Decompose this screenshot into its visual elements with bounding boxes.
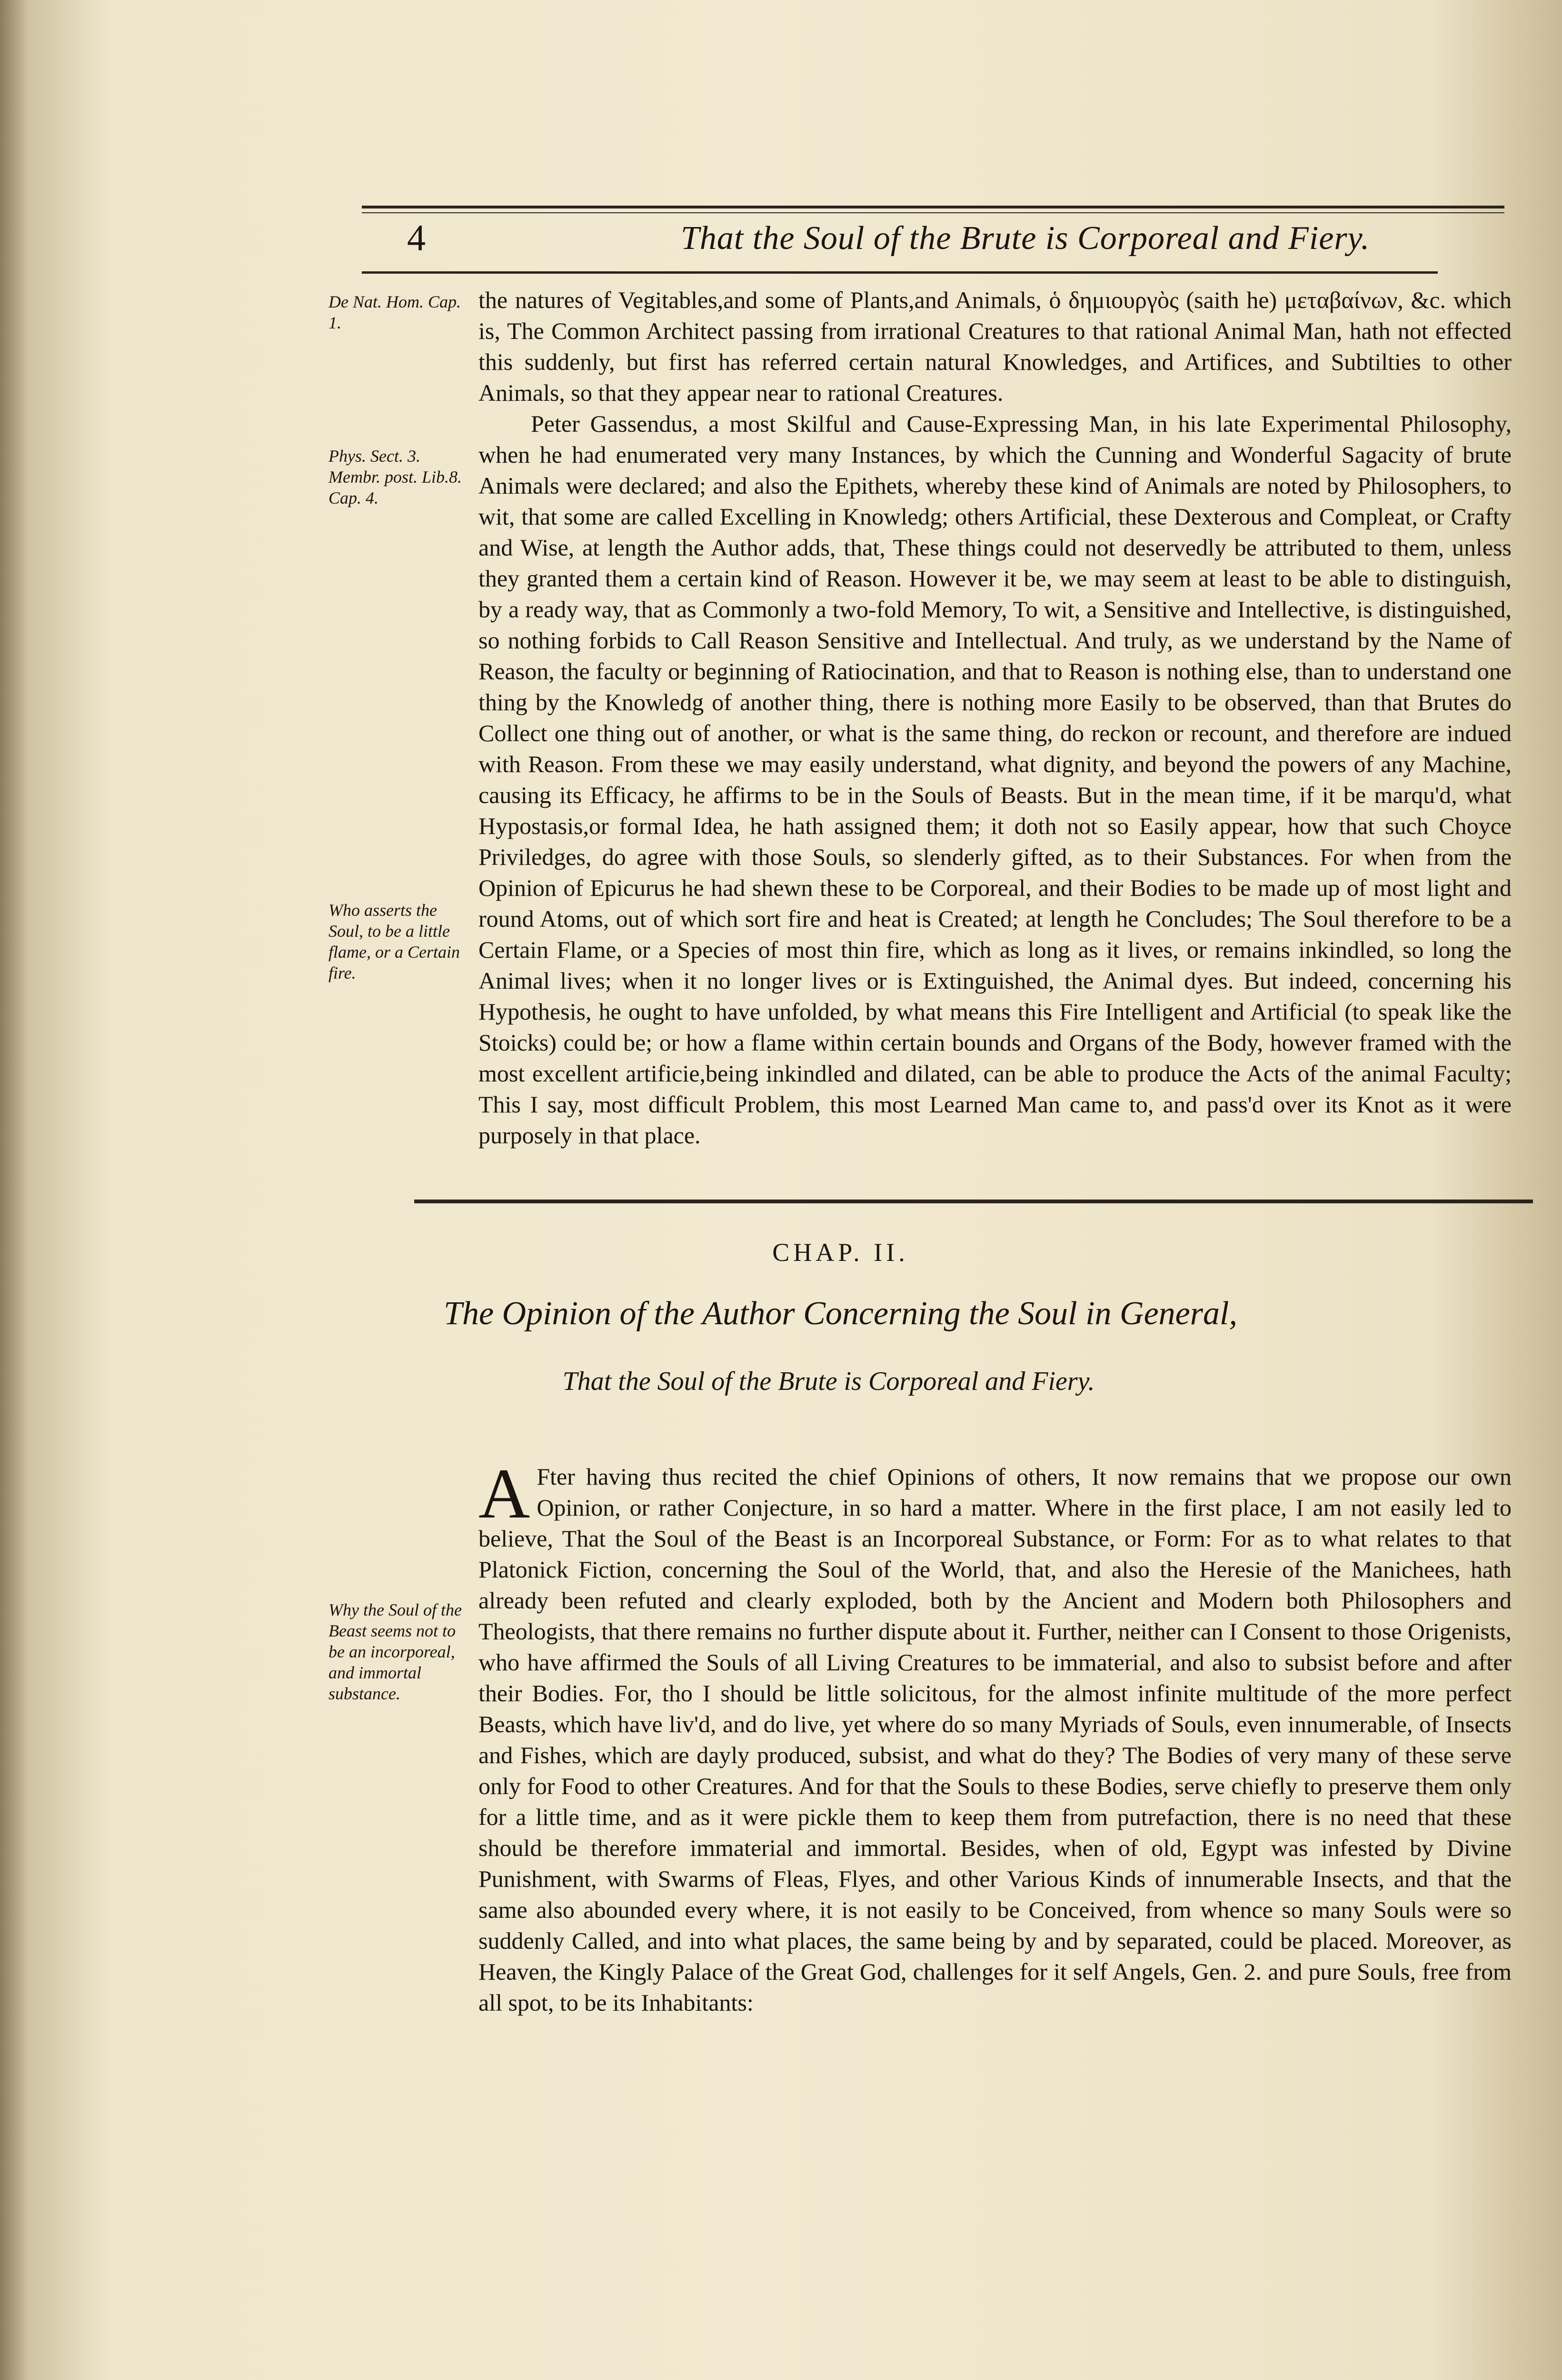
section-rule <box>414 1200 1533 1203</box>
running-head: That the Soul of the Brute is Corporeal and Fiery. <box>681 220 1370 257</box>
top-rule-thin <box>362 212 1504 213</box>
page-number: 4 <box>407 217 426 258</box>
paragraph: Peter Gassendus, a most Skilful and Cause-Expressing Man, in his late Experimental Philosophy, when he had enumerated very many Instances, by which the Cunning and Wonderful Sagacity of brute Animals were declared; and also the Epithets, whereby these kind of Animals are noted by Philosophers, to wit, that some are called Excelling in Knowledg; others Artificial, these Dexterous and Compleat, or Crafty and Wise, at length the Author adds, that, These things could not deservedly be attributed to them, unless they granted them a certain kind of Reason. However it be, we may seem at least to be able to distinguish, by a ready way, that as Commonly a two-fold Memory, To wit, a Sensitive and Intellective, is distinguished, so nothing forbids to Call Reason Sensitive and Intellectual. And truly, as we understand by the Name of Reason, the faculty or beginning of Ratiocination, and that to Reason is nothing else, than to understand one thing by the Knowledg of another thing, there is nothing more Easily to be observed, than that Brutes do Collect one thing out of another, or what is the same thing, do reckon or recount, and therefore are indued with Reason. From these we may easily understand, what dignity, and beyond the powers of any Machine, causing its Efficacy, he affirms to be in the Souls of Beasts. But in the mean time, if it be marqu'd, what Hypostasis,or formal Idea, he hath assigned them; it doth not so Easily appear, how that such Choyce Priviledges, do agree with those Souls, so slenderly gifted, as to their Substances. For when from the Opinion of Epicurus he had shewn these to be Corporeal, and their Bodies to be made up of most light and round Atoms, out of which sort fire and heat is Created; at length he Concludes; The Soul therefore to be a Certain Flame, or a Species of most thin fire, which as long as it lives, or remains inkindled, so long the Animal lives; when it no longer lives or is Extinguished, the Animal dyes. But indeed, concerning his Hypothesis, he ought to have unfolded, by what means this Fire Intelligent and Artificial (to speak like the Stoicks) could be; or how a flame within certain bounds and Organs of the Body, however framed with the most excellent artificie,being inkindled and dilated, can be able to produce the Acts of the animal Faculty; This I say, most difficult Problem, this most Learned Man came to, and pass'd over its Knot as it were purposely in that place. <box>478 410 1512 1149</box>
paragraph: Fter having thus recited the chief Opinions of others, It now remains that we propose our own Opinion, or rather Conjecture, in so hard a matter. Where in the first place, I am not easily led to believe, That the Soul of the Beast is an Incorporeal Substance, or Form: For as to what relates to that Platonick Fiction, concerning the Soul of the World, that, and also the Heresie of the Manichees, hath already been refuted and clearly exploded, both by the Ancient and Modern both Philosophers and Theologists, that there remains no further dispute about it. Further, neither can I Consent to those Origenists, who have affirmed the Souls of all Living Creatures to be immaterial, and also to subsist before and after their Bodies. For, tho I should be little solicitous, for the almost infinite multitude of the more perfect Beasts, which have liv'd, and do live, yet where do so many Myriads of Souls, even innumerable, of Insects and Fishes, which are dayly produced, subsist, and what do they? The Bodies of very many of these serve only for Food to other Creatures. And for that the Souls to these Bodies, serve chiefly to preserve them only for a little time, and as it were pickle them to keep them from putrefaction, there is no need that these should be therefore immaterial and immortal. Besides, when of old, Egypt was infested by Divine Punishment, with Swarms of Fleas, Flyes, and other Various Kinds of innumerable Insects, and that the same also abounded every where, it is not easily to be Conceived, from whence so many Souls were so suddenly Called, and into what places, the same being by and by separated, could be placed. Moreover, as Heaven, the Kingly Palace of the Great God, challenges for it self Angels, Gen. 2. and pure Souls, free from all spot, to be its Inhabitants: <box>478 1463 1512 2016</box>
section-body <box>478 285 1512 1151</box>
margin-note: Why the Soul of the Beast seems not to be an incorporeal, and immortal substance. <box>328 1600 462 1703</box>
chapter-body <box>478 1454 1512 2018</box>
chapter-subtitle: That the Soul of the Brute is Corporeal and Fiery. <box>562 1367 1095 1396</box>
margin-note: De Nat. Hom. Cap. 1. <box>328 292 461 332</box>
margin-note: Who asserts the Soul, to be a little flame, or a Certain fire. <box>328 901 460 982</box>
top-rule <box>362 206 1504 208</box>
chapter-title: The Opinion of the Author Concerning the Soul in General, <box>444 1295 1237 1332</box>
drop-cap: A <box>478 1454 530 1533</box>
paragraph: the natures of Vegitables,and some of Plants,and Animals, ὁ δημιουργὸς (saith he) μεταβαίνων, &c. which is, The Common Architect passing from irrational Creatures to that rational Animal Man, hath not effected this suddenly, but first has referred certain natural Knowledges, and Artifices, and Subtilties to other Animals, so that they appear near to rational Creatures. <box>478 287 1512 406</box>
header-rule <box>362 271 1438 274</box>
margin-note: Phys. Sect. 3. Membr. post. Lib.8. Cap. 4. <box>328 446 462 507</box>
page-header <box>0 217 1562 274</box>
chapter-label: CHAP. II. <box>772 1238 909 1267</box>
